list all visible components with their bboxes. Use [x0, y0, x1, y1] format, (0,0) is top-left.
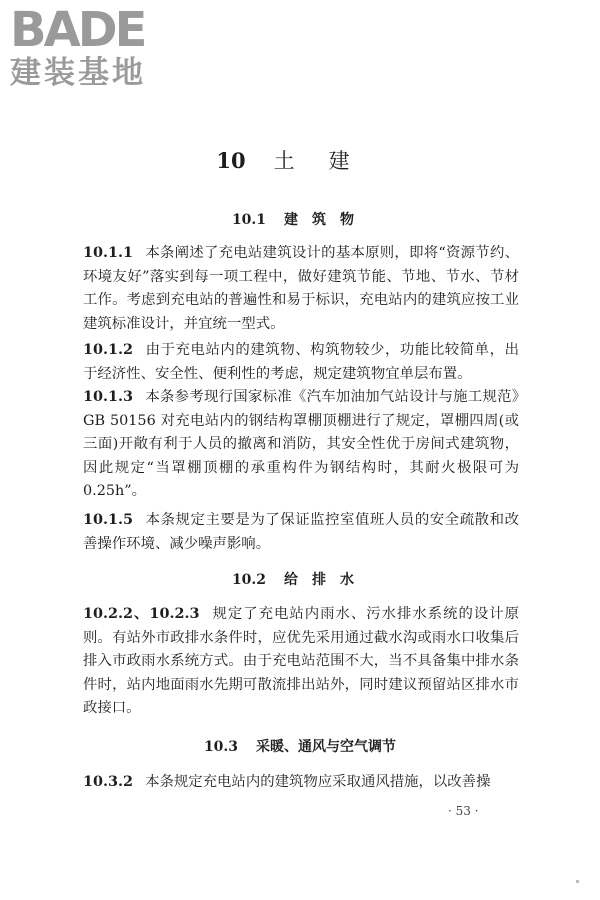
section-heading-10-2 [0, 569, 600, 591]
clause-10-3-2 [83, 770, 519, 795]
clause-number: 10.1.2 [83, 341, 134, 358]
clause-10-1-3 [83, 385, 519, 504]
clause-number: 10.2.2、10.2.3 [83, 605, 200, 622]
clause-text: 本条阐述了充电站建筑设计的基本原则，即将“资源节约、环境友好”落实到每一项工程中，做好建筑节能、节地、节水、节材工作。考虑到充电站的普遍性和易于标识，充电站内的建筑应按工业建筑标准设计，并宜统一型式。 [83, 245, 519, 332]
clause-text: 本条参考现行国家标准《汽车加油加气站设计与施工规范》GB 50156 对充电站内的钢结构罩棚顶棚进行了规定，罩棚四周(或三面)开敞有利于人员的撤离和消防，其安全性优于房间式建筑物，因此规定“当罩棚顶棚的承重构件为钢结构时，其耐火极限可为 0.25h”。 [83, 389, 519, 500]
section-name: 采暖、通风与空气调节 [256, 739, 397, 755]
clause-10-2-2-3 [83, 602, 519, 721]
page-number: · 53 · [448, 804, 479, 818]
clause-number: 10.1.5 [83, 511, 134, 528]
chapter-number: 10 [216, 148, 246, 173]
clause-number: 10.3.2 [83, 773, 134, 790]
bade-logo [10, 4, 180, 90]
clause-text: 由于充电站内的建筑物、构筑物较少，功能比较简单，出于经济性、安全性、便利性的考虑，规定建筑物宜单层布置。 [83, 342, 519, 382]
chapter-title [0, 146, 600, 176]
section-number: 10.1 [231, 212, 267, 228]
section-name: 建筑物 [284, 212, 369, 228]
clause-number: 10.1.3 [83, 388, 134, 405]
clause-10-1-2 [83, 338, 519, 386]
section-heading-10-1 [0, 209, 600, 231]
section-number: 10.3 [203, 739, 239, 755]
clause-number: 10.1.1 [83, 244, 134, 261]
clause-text: 本条规定主要是为了保证监控室值班人员的安全疏散和改善操作环境、减少噪声影响。 [83, 512, 519, 552]
clause-text: 规定了充电站内雨水、污水排水系统的设计原则。有站外市政排水条件时，应优先采用通过截水沟或雨水口收集后排入市政雨水系统方式。由于充电站范围不大，当不具备集中排水条件时，站内地面雨水先期可散流排出站外，同时建议预留站区排水市政接口。 [83, 606, 519, 717]
clause-10-1-5 [83, 508, 519, 556]
clause-text: 本条规定充电站内的建筑物应采取通风措施，以改善操 [145, 774, 491, 790]
scan-speck [576, 880, 579, 883]
chapter-name: 土建 [273, 149, 384, 173]
logo-subtitle: 建装基地 [10, 55, 146, 91]
section-number: 10.2 [231, 572, 267, 588]
clause-10-1-1 [83, 241, 519, 336]
section-heading-10-3 [0, 736, 600, 758]
logo-wordmark: BADE [10, 2, 145, 58]
section-name: 给排水 [284, 572, 369, 588]
